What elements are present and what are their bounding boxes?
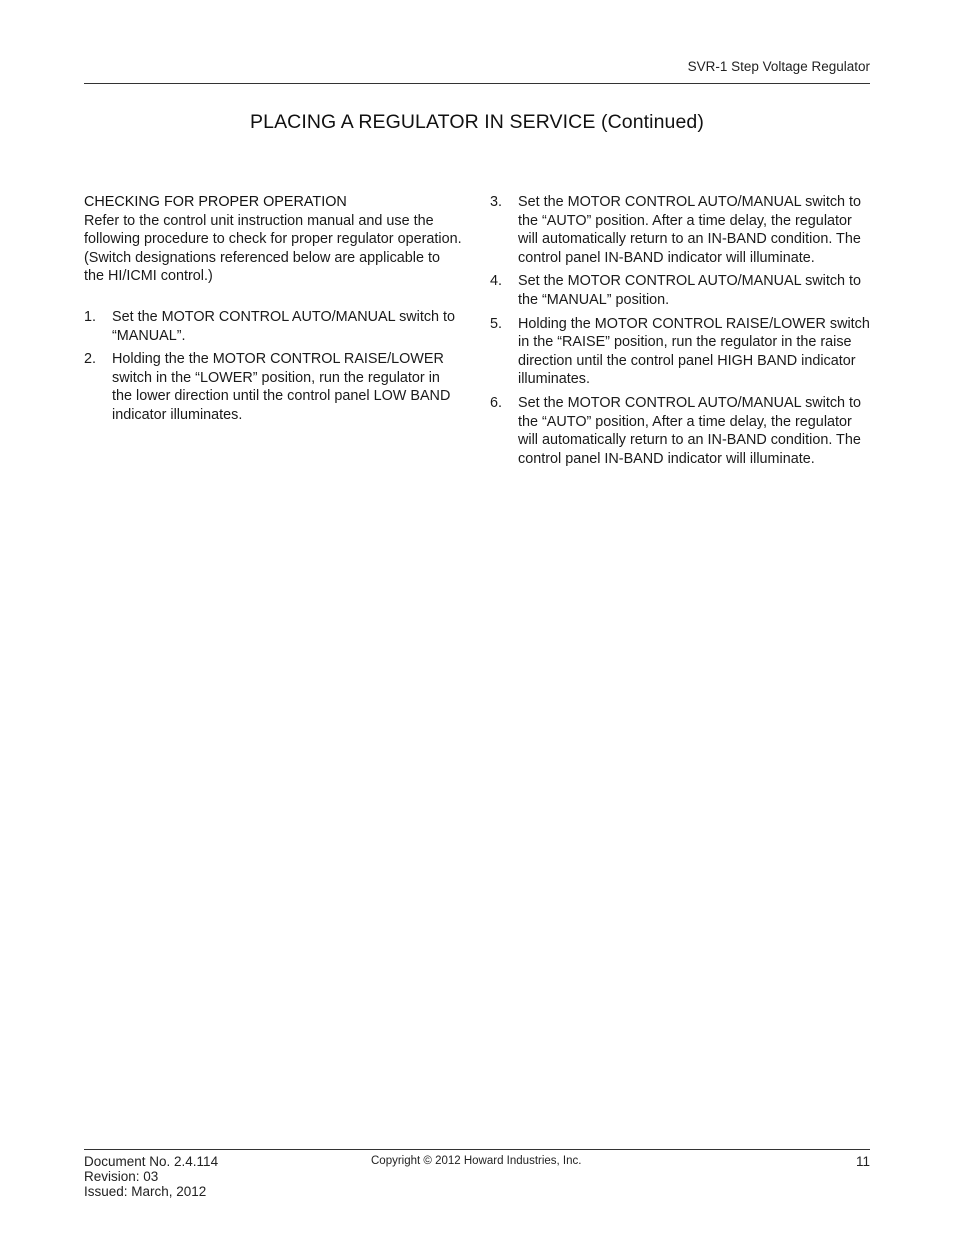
list-item (84, 308, 462, 345)
revision: Revision: 03 (84, 1169, 159, 1184)
right-column (490, 193, 875, 473)
page-number: 11 (855, 1154, 870, 1169)
steps-list-right (490, 193, 875, 468)
step-number: 6. (490, 394, 503, 411)
step-text: Set the MOTOR CONTROL AUTO/MANUAL switch to the “AUTO” position, After a time delay, the regulator will automatically return to an IN-BAND condition. The control panel IN-BAND indicator will illuminate. (518, 394, 862, 467)
step-number: 3. (490, 194, 503, 210)
step-text: Set the MOTOR CONTROL AUTO/MANUAL switch to the “AUTO” position. After a time delay, the regulator will automatically return to an IN-BAND condition. The control panel IN-BAND indicator will illuminate. (518, 194, 862, 266)
header-rule (84, 83, 870, 84)
step-text: Holding the the MOTOR CONTROL RAISE/LOWER switch in the “LOWER” position, run the regulator in the lower direction until the control panel LOW BAND indicator illuminates. (112, 351, 451, 423)
steps-list-left (84, 308, 462, 425)
footer-rule (84, 1149, 870, 1150)
left-column (84, 193, 462, 430)
document-number: Document No. 2.4.114 (84, 1154, 219, 1169)
step-text: Set the MOTOR CONTROL AUTO/MANUAL switch to the “MANUAL” position. (518, 273, 862, 308)
page-title: PLACING A REGULATOR IN SERVICE (Continued) (250, 111, 704, 133)
step-number: 5. (490, 315, 503, 332)
list-item (490, 272, 875, 309)
step-number: 1. (84, 308, 97, 325)
footer-document-info (84, 1154, 218, 1199)
step-text: Holding the MOTOR CONTROL RAISE/LOWER switch in the “RAISE” position, run the regulator in the raise direction until the control panel HIGH BAND indicator illuminates. (518, 315, 870, 388)
list-item (490, 315, 875, 389)
step-number: 2. (84, 351, 97, 368)
copyright-notice: Copyright © 2012 Howard Industries, Inc. (371, 1155, 582, 1167)
section-heading: CHECKING FOR PROPER OPERATION (84, 194, 347, 210)
running-header-title: SVR-1 Step Voltage Regulator (687, 59, 870, 74)
list-item (490, 394, 875, 468)
section-intro: Refer to the control unit instruction manual and use the following procedure to check for proper regulator operation. (Switch designations referenced below are applicable to the HI/ICMI control.) (84, 212, 462, 285)
step-text: Set the MOTOR CONTROL AUTO/MANUAL switch to “MANUAL”. (112, 308, 456, 344)
issued-date: Issued: March, 2012 (84, 1184, 207, 1199)
list-item (490, 193, 875, 267)
list-item (84, 350, 462, 424)
step-number: 4. (490, 273, 503, 290)
